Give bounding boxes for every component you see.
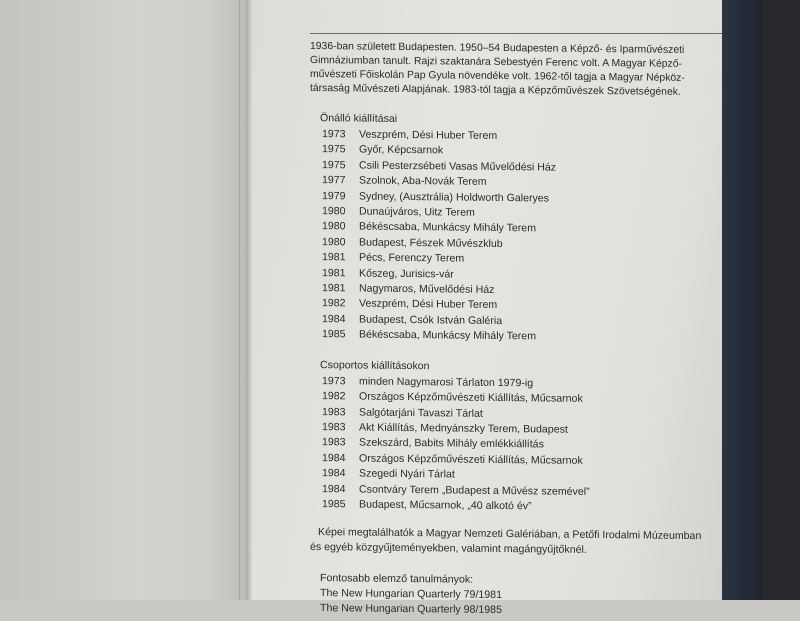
exhibition-place: Veszprém, Dési Huber Terem bbox=[359, 297, 498, 312]
study-reference: The New Hungarian Quarterly 98/1985 bbox=[320, 602, 502, 617]
exhibition-place: Sydney, (Ausztrália) Holdworth Galeryes bbox=[359, 190, 549, 205]
exhibition-place: minden Nagymarosi Tárlaton 1979-ig bbox=[359, 375, 534, 390]
exhibition-place: Budapest, Csók István Galéria bbox=[359, 313, 503, 327]
exhibition-year: 1983 bbox=[322, 405, 346, 418]
exhibition-place: Szekszárd, Babits Mihály emlékkiállítás bbox=[359, 436, 544, 451]
exhibition-year: 1979 bbox=[322, 189, 346, 202]
exhibition-place: Nagymaros, Művelődési Ház bbox=[359, 282, 495, 296]
bio-line: 1936-ban született Budapesten. 1950–54 Budapesten a Képző- és Iparművészeti bbox=[310, 41, 685, 56]
exhibition-place: Csontváry Terem „Budapest a Művész szemével” bbox=[359, 483, 590, 498]
bio-line: Gimnáziumban tanult. Rajzi szaktanára Sebestyén Ferenc volt. A Magyar Képző- bbox=[310, 55, 682, 70]
exhibition-year: 1980 bbox=[322, 220, 346, 233]
exhibition-year: 1981 bbox=[322, 251, 346, 264]
exhibition-year: 1977 bbox=[322, 174, 346, 187]
dark-background bbox=[762, 0, 800, 600]
biography-paragraph bbox=[310, 40, 710, 100]
exhibition-year: 1984 bbox=[322, 313, 346, 326]
solo-exhibitions-list bbox=[310, 127, 710, 347]
exhibition-place: Győr, Képcsarnok bbox=[359, 143, 444, 157]
exhibition-place: Békéscsaba, Munkácsy Mihály Terem bbox=[359, 220, 537, 235]
exhibition-year: 1975 bbox=[322, 158, 346, 172]
exhibition-year: 1984 bbox=[322, 482, 346, 495]
list-item bbox=[322, 497, 710, 516]
exhibition-year: 1985 bbox=[322, 328, 346, 341]
exhibition-year: 1981 bbox=[322, 282, 346, 295]
exhibition-year: 1973 bbox=[322, 374, 346, 388]
exhibition-place: Országos Képzőművészeti Kiállítás, Műcsarnok bbox=[359, 452, 583, 467]
exhibition-year: 1984 bbox=[322, 467, 346, 480]
exhibition-year: 1975 bbox=[322, 143, 346, 156]
group-exhibitions-list bbox=[310, 374, 710, 517]
exhibition-place: Pécs, Ferenczy Terem bbox=[359, 251, 465, 265]
studies-heading: Fontosabb elemző tanulmányok: bbox=[320, 572, 474, 587]
collections-line: és egyéb közgyűjteményekben, valamint magángyűjtőknél. bbox=[310, 541, 587, 557]
exhibition-place: Salgótarjáni Tavaszi Tárlat bbox=[359, 406, 483, 420]
exhibition-place: Szegedi Nyári Tárlat bbox=[359, 467, 455, 481]
cover-edge bbox=[722, 0, 762, 600]
studies-section bbox=[320, 571, 710, 620]
exhibition-place: Budapest, Műcsarnok, „40 alkotó év” bbox=[359, 498, 532, 513]
exhibition-year: 1983 bbox=[322, 421, 346, 434]
study-reference: The New Hungarian Quarterly 79/1981 bbox=[320, 587, 502, 602]
bio-line: társaság Művészeti Alapjának. 1983-tól tagja a Képzőművészek Szövetségének. bbox=[310, 83, 681, 98]
exhibition-place: Szolnok, Aba-Novák Terem bbox=[359, 174, 487, 189]
exhibition-year: 1981 bbox=[322, 266, 346, 280]
exhibition-year: 1984 bbox=[322, 451, 346, 465]
exhibition-year: 1985 bbox=[322, 498, 346, 511]
exhibition-place: Dunaújváros, Uitz Terem bbox=[359, 205, 475, 219]
collections-paragraph bbox=[310, 525, 710, 559]
exhibition-place: Békéscsaba, Munkácsy Mihály Terem bbox=[359, 328, 537, 343]
exhibition-year: 1983 bbox=[322, 436, 346, 449]
exhibition-place: Budapest, Fészek Művészklub bbox=[359, 236, 503, 250]
exhibition-place: Országos Képzőművészeti Kiállítás, Műcsarnok bbox=[359, 390, 583, 405]
exhibition-year: 1980 bbox=[322, 205, 346, 218]
exhibition-place: Veszprém, Dési Huber Terem bbox=[359, 128, 498, 142]
left-page bbox=[0, 0, 246, 600]
header-rule bbox=[310, 33, 722, 34]
exhibition-year: 1980 bbox=[322, 235, 346, 249]
collections-line: Képei megtalálhatók a Magyar Nemzeti Galériában, a Petőfi Irodalmi Múzeumban bbox=[318, 526, 702, 543]
solo-exhibitions-heading: Önálló kiállításai bbox=[320, 112, 398, 125]
group-exhibitions-heading: Csoportos kiállításokon bbox=[320, 358, 430, 372]
exhibition-place: Akt Kiállítás, Mednyánszky Terem, Budapest bbox=[359, 421, 568, 436]
list-item bbox=[322, 327, 710, 346]
exhibition-year: 1982 bbox=[322, 390, 346, 403]
bio-line: művészeti Főiskolán Pap Gyula növendéke volt. 1962-től tagja a Magyar Népköz- bbox=[310, 69, 685, 84]
page-content bbox=[310, 40, 710, 621]
exhibition-year: 1982 bbox=[322, 297, 346, 310]
exhibition-place: Csili Pesterzsébeti Vasas Művelődési Ház bbox=[359, 159, 557, 174]
exhibition-place: Kőszeg, Jurisics-vár bbox=[359, 267, 454, 281]
exhibition-year: 1973 bbox=[322, 128, 346, 141]
